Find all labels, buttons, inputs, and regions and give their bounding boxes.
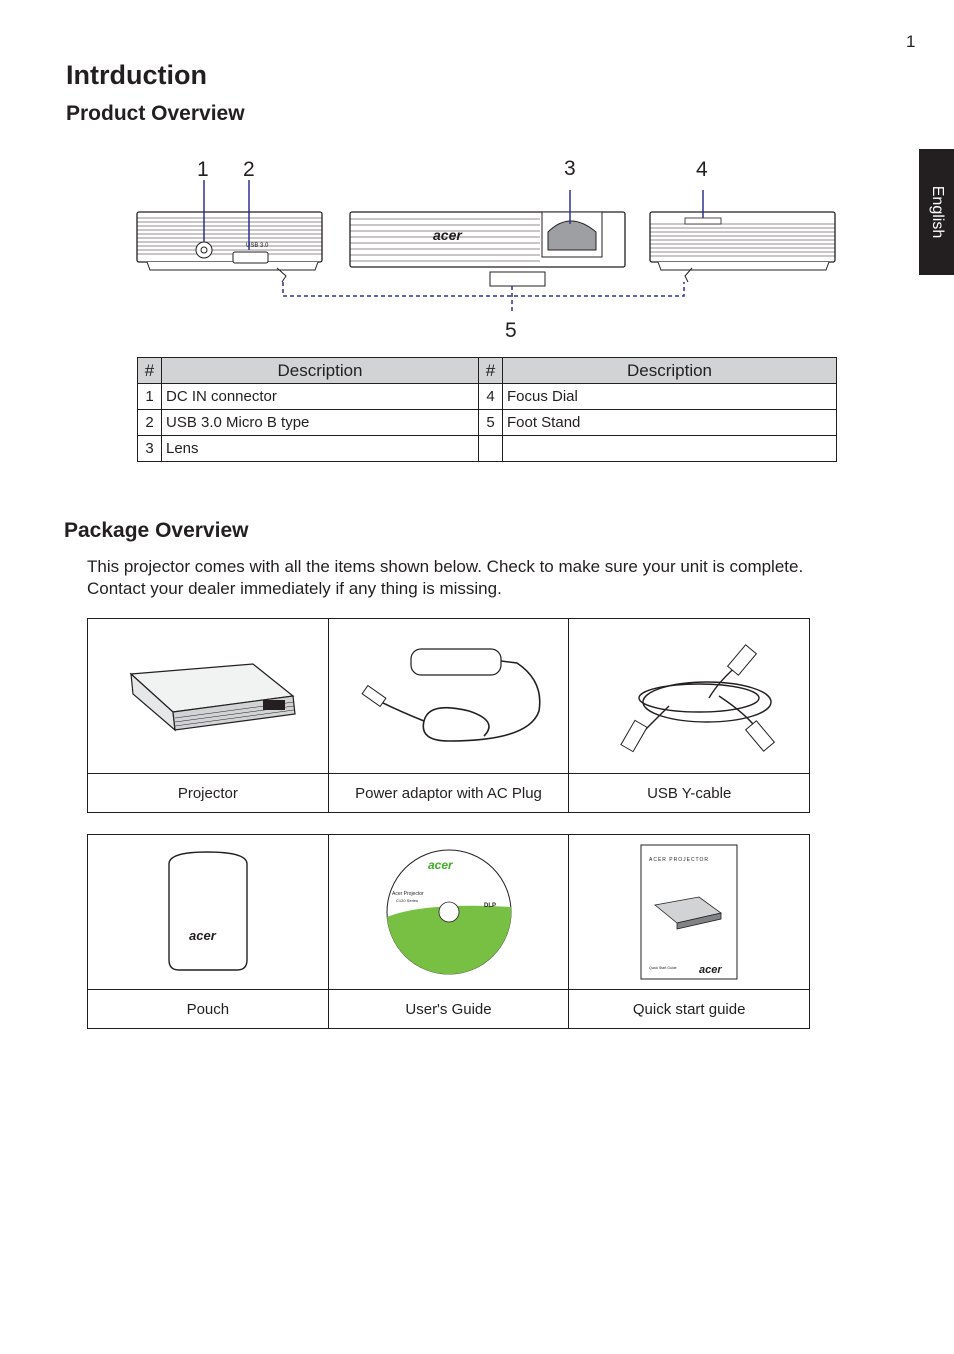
header-num-2: # <box>479 358 503 384</box>
usb-port-label: USB 3.0 <box>246 243 269 249</box>
cd-title: Acer Projector <box>391 891 424 897</box>
quick-start-guide-label: Quick start guide <box>632 1000 746 1018</box>
projector-side-view <box>650 212 835 282</box>
projector-image-cell <box>88 619 329 773</box>
row-num <box>479 436 503 462</box>
callout-3: 3 <box>564 157 576 180</box>
quick-start-guide-image-cell <box>569 835 809 989</box>
users-guide-cd-illustration <box>384 847 514 977</box>
package-intro-text <box>87 556 803 600</box>
package-overview-heading: Package Overview <box>64 519 249 542</box>
package-label-row <box>88 990 809 1028</box>
pouch-image-cell <box>88 835 329 989</box>
users-guide-label: User's Guide <box>329 990 570 1028</box>
projector-front-view <box>350 212 625 286</box>
usb-cable-label: USB Y-cable <box>647 784 732 802</box>
page-title: Intrduction <box>66 60 207 90</box>
header-num-1: # <box>138 358 162 384</box>
language-tab-label: English <box>928 185 946 239</box>
projector-views-diagram <box>120 180 850 320</box>
row-num: 3 <box>138 436 162 462</box>
projector-illustration <box>113 656 303 736</box>
power-adaptor-image-cell <box>329 619 570 773</box>
row-desc: Lens <box>162 436 479 462</box>
row-desc <box>503 436 837 462</box>
qsg-acer-logo: acer <box>699 964 722 976</box>
package-image-row <box>88 619 809 774</box>
language-tab[interactable] <box>919 149 954 275</box>
row-num: 5 <box>479 410 503 436</box>
cd-dlp-logo: DLP <box>483 903 496 909</box>
row-num: 1 <box>138 384 162 410</box>
row-desc: Foot Stand <box>503 410 837 436</box>
pouch-label: Pouch <box>88 990 329 1028</box>
power-adaptor-illustration <box>349 641 549 751</box>
front-acer-logo: acer <box>433 227 462 243</box>
package-label-row <box>88 774 809 812</box>
intro-line-1: This projector comes with all the items shown below. Check to make sure your unit is complete. <box>87 557 804 576</box>
header-desc-1: Description <box>162 358 479 384</box>
row-num: 4 <box>479 384 503 410</box>
intro-line-2: Contact your dealer immediately if any thing is missing. <box>87 579 502 598</box>
qsg-header: ACER PROJECTOR <box>649 857 710 863</box>
usb-cable-image-cell <box>569 619 809 773</box>
cd-series: C120 Series <box>395 898 418 903</box>
table-row <box>138 384 837 410</box>
table-header-row <box>138 358 837 384</box>
component-description-table <box>137 357 837 462</box>
header-desc-2: Description <box>503 358 837 384</box>
callout-2: 2 <box>243 158 255 181</box>
package-table-1 <box>87 618 810 813</box>
row-num: 2 <box>138 410 162 436</box>
projector-rear-view <box>137 212 322 282</box>
pouch-acer-logo: acer <box>188 928 216 943</box>
row-desc: Focus Dial <box>503 384 837 410</box>
table-row <box>138 436 837 462</box>
row-desc: USB 3.0 Micro B type <box>162 410 479 436</box>
page-number: 1 <box>906 32 916 51</box>
pouch-illustration <box>163 850 253 974</box>
row-desc: DC IN connector <box>162 384 479 410</box>
callout-4: 4 <box>696 158 708 181</box>
package-table-2 <box>87 834 810 1029</box>
quick-start-guide-illustration <box>639 843 739 981</box>
callout-5: 5 <box>505 319 517 342</box>
product-overview-heading: Product Overview <box>66 102 245 125</box>
callout-1: 1 <box>197 158 209 181</box>
usb-y-cable-illustration <box>589 636 789 756</box>
table-row <box>138 410 837 436</box>
package-image-row <box>88 835 809 990</box>
users-guide-image-cell <box>329 835 570 989</box>
projector-label: Projector <box>88 774 329 812</box>
cd-acer-logo: acer <box>427 858 453 872</box>
power-adaptor-label: Power adaptor with AC Plug <box>329 774 570 812</box>
qsg-footer-text: Quick Start Guide <box>649 966 677 970</box>
